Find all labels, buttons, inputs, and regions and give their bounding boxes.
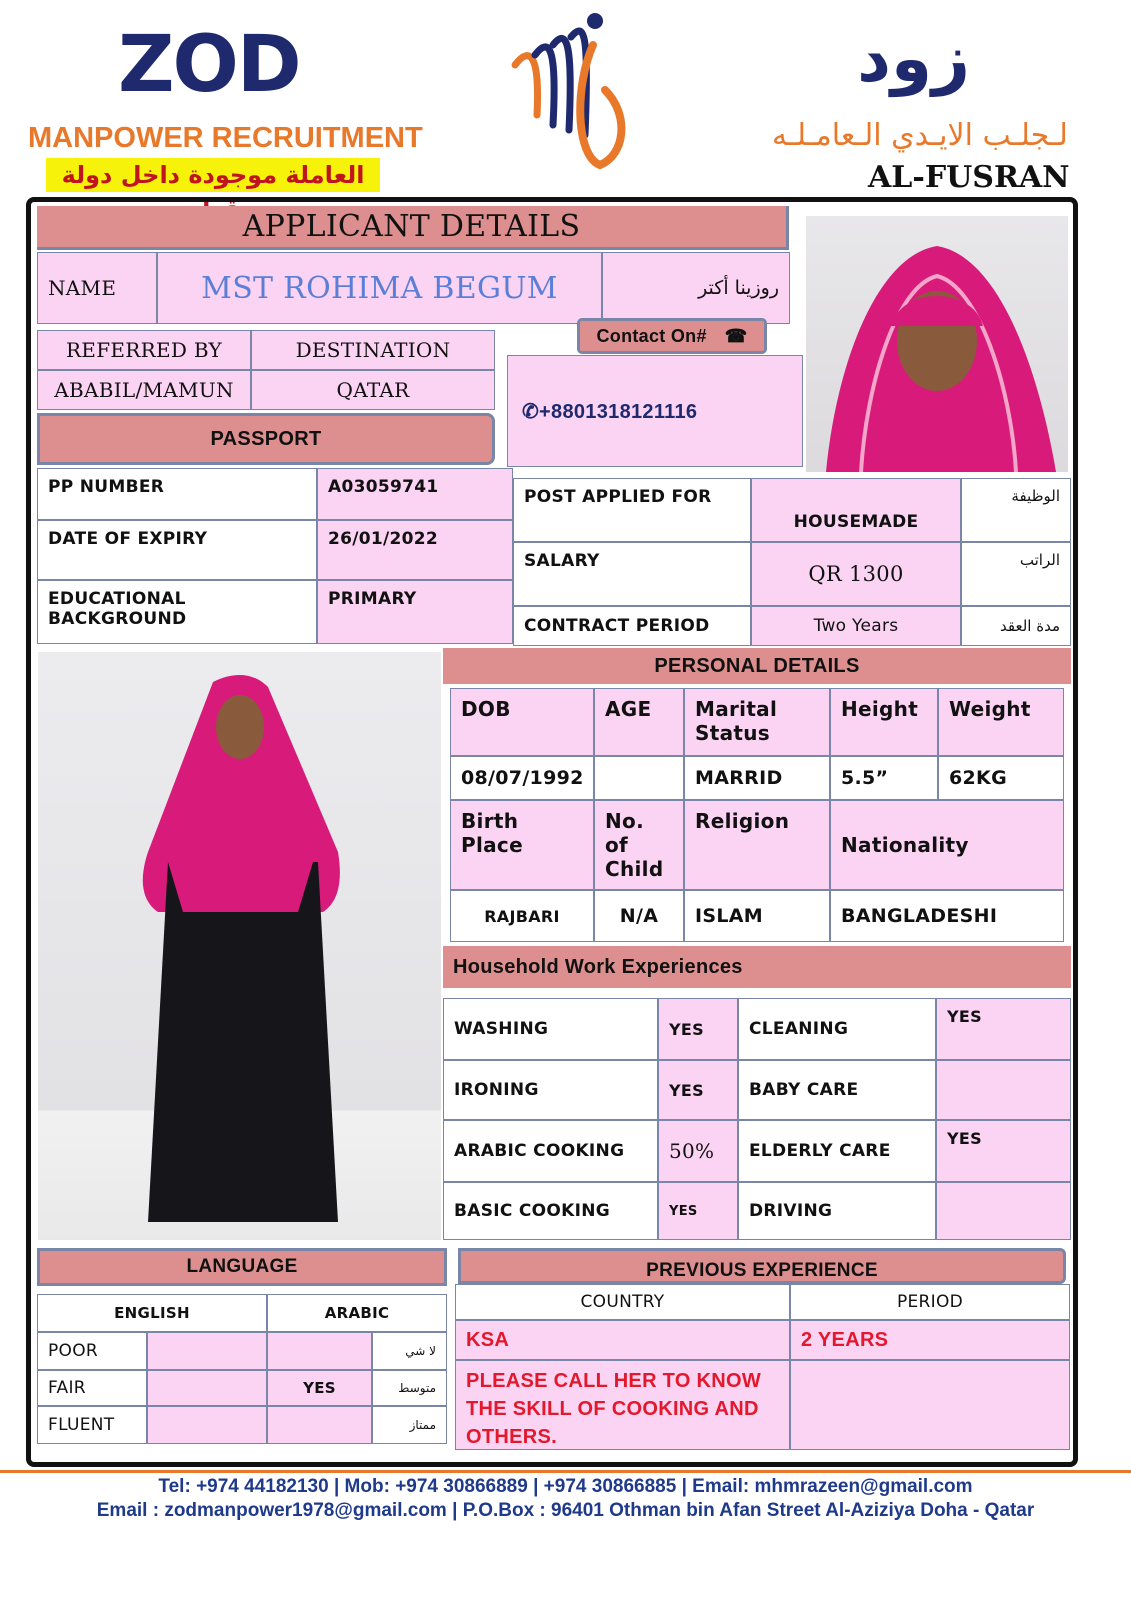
skill-elderly-care: ELDERLY CARE <box>738 1120 936 1182</box>
post-arabic: الوظيفة <box>961 478 1071 542</box>
birthplace-label: Birth Place <box>450 800 594 890</box>
passport-title: PASSPORT <box>37 413 495 465</box>
arabic-brand-sub: لـجلـب الايـدي الـعامـلـه <box>772 118 1068 153</box>
skill-driving-value <box>936 1182 1071 1240</box>
referred-by-label: REFERRED BY <box>37 330 251 370</box>
previous-period-label: PERIOD <box>790 1284 1070 1320</box>
age-label: AGE <box>594 688 684 756</box>
skill-ironing: IRONING <box>443 1060 658 1120</box>
company-subtitle: MANPOWER RECRUITMENT <box>28 122 423 154</box>
previous-country-value: KSA <box>455 1320 790 1360</box>
lang-fluent-arabic <box>267 1406 372 1444</box>
applicant-fullbody-photo <box>38 652 441 1240</box>
destination-label: DESTINATION <box>251 330 495 370</box>
skill-basic-cooking-value: YES <box>658 1182 738 1240</box>
previous-country-label: COUNTRY <box>455 1284 790 1320</box>
education-label: EDUCATIONAL BACKGROUND <box>37 580 317 644</box>
applicant-name: MST ROHIMA BEGUM <box>157 252 602 324</box>
salary-label: SALARY <box>513 542 751 606</box>
lang-fair-arabic: YES <box>267 1370 372 1406</box>
religion-value: ISLAM <box>684 890 830 942</box>
contact-phone[interactable]: ✆+8801318121116 <box>507 355 803 467</box>
company-logo <box>495 5 645 175</box>
height-label: Height <box>830 688 938 756</box>
skill-arabic-cooking-value: 50% <box>658 1120 738 1182</box>
footer-divider <box>0 1470 1131 1473</box>
skill-elderly-care-value: YES <box>936 1120 1071 1182</box>
lang-fair-ar: متوسط <box>372 1370 447 1406</box>
skill-driving: DRIVING <box>738 1182 936 1240</box>
previous-experience-note: PLEASE CALL HER TO KNOW THE SKILL OF COOKING AND OTHERS. <box>455 1360 790 1450</box>
pp-number-value: A03059741 <box>317 468 513 520</box>
contract-label: CONTRACT PERIOD <box>513 606 751 646</box>
height-value: 5.5” <box>830 756 938 800</box>
phone-icon: ☎ <box>724 325 748 346</box>
skill-ironing-value: YES <box>658 1060 738 1120</box>
language-col-arabic: ARABIC <box>267 1294 447 1332</box>
salary-arabic: الراتب <box>961 542 1071 606</box>
previous-experience-note-blank <box>790 1360 1070 1450</box>
skill-washing-value: YES <box>658 998 738 1060</box>
skill-basic-cooking: BASIC COOKING <box>443 1182 658 1240</box>
footer-line-2: Email : zodmanpower1978@gmail.com | P.O.Box : 96401 Othman bin Afan Street Al-Aziziya Doha - Qatar <box>96 1500 1035 1521</box>
referred-by-value: ABABIL/MAMUN <box>37 370 251 410</box>
language-col-english: ENGLISH <box>37 1294 267 1332</box>
name-label: NAME <box>37 252 157 324</box>
expiry-value: 26/01/2022 <box>317 520 513 580</box>
skill-baby-care: BABY CARE <box>738 1060 936 1120</box>
applicant-details-title: APPLICANT DETAILS <box>37 206 789 250</box>
weight-value: 62KG <box>938 756 1064 800</box>
al-fusran-text: AL-FUSRAN <box>868 160 1070 195</box>
lang-poor-english <box>147 1332 267 1370</box>
post-label: POST APPLIED FOR <box>513 478 751 542</box>
lang-fluent-english <box>147 1406 267 1444</box>
lang-fluent-label: FLUENT <box>37 1406 147 1444</box>
dob-label: DOB <box>450 688 594 756</box>
applicant-name-arabic: روزينا أكتر <box>602 252 790 324</box>
language-title: LANGUAGE <box>37 1248 447 1286</box>
applicant-headshot-photo <box>806 216 1068 472</box>
skill-arabic-cooking: ARABIC COOKING <box>443 1120 658 1182</box>
contract-arabic: مدة العقد <box>961 606 1071 646</box>
skill-cleaning: CLEANING <box>738 998 936 1060</box>
zod-logo-text: ZOD <box>118 20 300 110</box>
lang-fair-label: FAIR <box>37 1370 147 1406</box>
marital-label: Marital Status <box>684 688 830 756</box>
expiry-label: DATE OF EXPIRY <box>37 520 317 580</box>
skill-baby-care-value <box>936 1060 1071 1120</box>
previous-period-value: 2 YEARS <box>790 1320 1070 1360</box>
personal-details-title: PERSONAL DETAILS <box>443 648 1071 684</box>
marital-value: MARRID <box>684 756 830 800</box>
household-title: Household Work Experiences <box>443 946 1071 988</box>
post-value: HOUSEMADE <box>751 478 961 542</box>
weight-label: Weight <box>938 688 1064 756</box>
pp-number-label: PP NUMBER <box>37 468 317 520</box>
skill-cleaning-value: YES <box>936 998 1071 1060</box>
education-value: PRIMARY <box>317 580 513 644</box>
skill-washing: WASHING <box>443 998 658 1060</box>
salary-value: QR 1300 <box>751 542 961 606</box>
religion-label: Religion <box>684 800 830 890</box>
footer-line-1: Tel: +974 44182130 | Mob: +974 30866889 | +974 30866885 | Email: mhmrazeen@gmail.com <box>158 1476 973 1497</box>
arabic-brand-name: زود <box>857 20 970 97</box>
contact-label-text: Contact On# <box>596 325 707 346</box>
destination-value: QATAR <box>251 370 495 410</box>
children-value: N/A <box>594 890 684 942</box>
lang-poor-label: POOR <box>37 1332 147 1370</box>
age-value <box>594 756 684 800</box>
lang-poor-arabic <box>267 1332 372 1370</box>
lang-fluent-ar: ممتاز <box>372 1406 447 1444</box>
lang-fair-english <box>147 1370 267 1406</box>
birthplace-value: RAJBARI <box>450 890 594 942</box>
dob-value: 08/07/1992 <box>450 756 594 800</box>
children-label: No. of Child <box>594 800 684 890</box>
contact-label <box>577 318 767 354</box>
nationality-value: BANGLADESHI <box>830 890 1064 942</box>
previous-experience-title: PREVIOUS EXPERIENCE <box>458 1248 1066 1284</box>
lang-poor-ar: لا شي <box>372 1332 447 1370</box>
arabic-tagline: العاملة موجودة داخل دولة <box>46 158 380 192</box>
nationality-label: Nationality <box>830 800 1064 890</box>
contract-value: Two Years <box>751 606 961 646</box>
